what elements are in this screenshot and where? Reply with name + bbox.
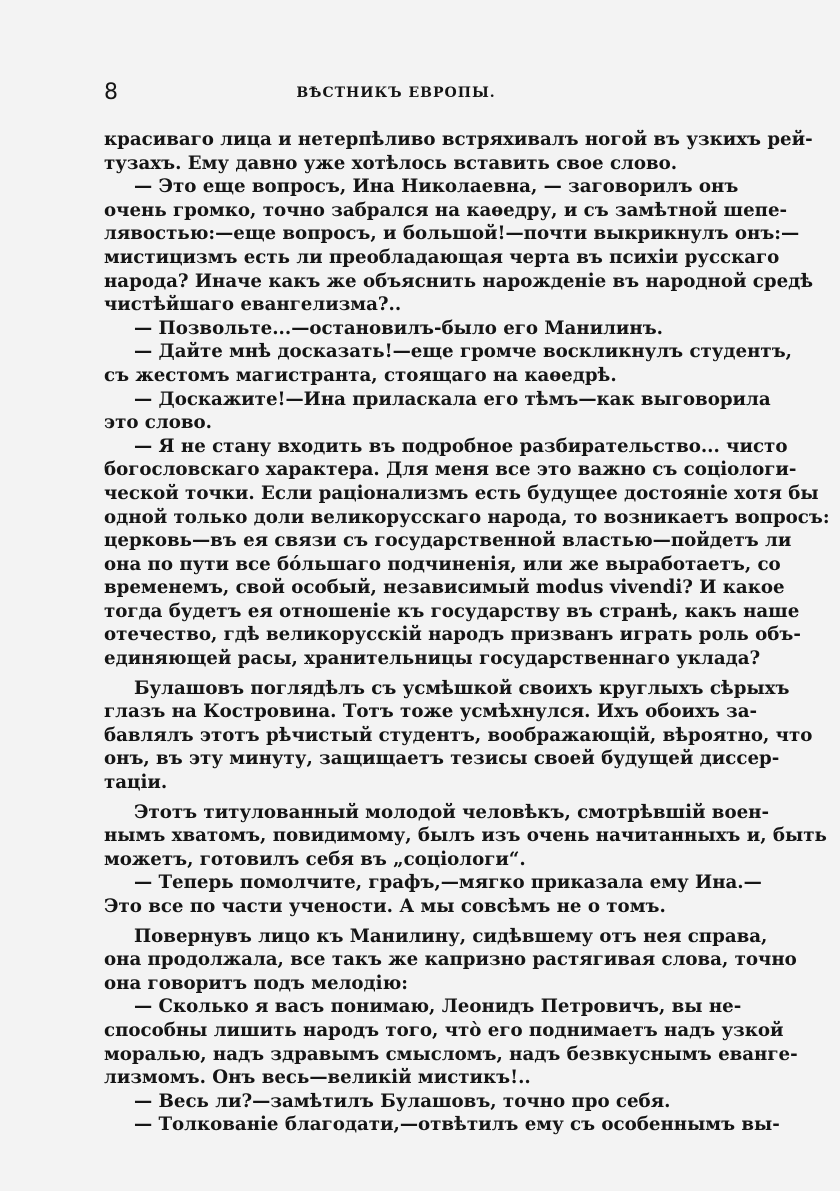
text-line: — Теперь помолчите, графъ,—мягко приказала ему Ина.— (134, 872, 762, 894)
text-line: она говоритъ подъ мелодію: (104, 972, 408, 994)
paragraph (104, 175, 814, 317)
text-line: — Доскажите!—Ина приласкала его тѣмъ—как выговорила (134, 388, 771, 410)
text-line: отечество, гдѣ великорусскій народъ призванъ играть роль объ- (104, 624, 801, 646)
paragraph (104, 871, 762, 918)
text-line: красиваго лица и нетерпѣливо встряхивалъ ногой въ узкихъ рей- (104, 129, 813, 150)
text-line: Этотъ титулованный молодой человѣкъ, смотрѣвшій воен- (134, 801, 770, 823)
text-line: мистицизмъ есть ли преобладающая черта въ психіи русскаго (104, 246, 780, 268)
text-line: тузахъ. Ему давно уже хотѣлось вставить свое слово. (104, 152, 678, 174)
text-line: — Позвольте...—остановилъ-было его Манилинъ. (134, 317, 664, 339)
paragraph (104, 317, 688, 341)
text-line: съ жестомъ магистранта, стоящаго на каѳедрѣ. (104, 364, 617, 386)
paragraph (104, 801, 827, 872)
paragraph (104, 925, 797, 996)
text-line: бавлялъ этотъ рѣчистый студентъ, воображающій, вѣроятно, что (104, 724, 813, 746)
text-line: можетъ, готовилъ себя въ „соціологи“. (104, 848, 526, 870)
text-line: лявостью:—еще вопросъ, и большой!—почти выкрикнулъ онъ:— (104, 223, 800, 245)
text-line: она по пути все бóльшаго подчиненія, или же выработаетъ, со (104, 553, 781, 575)
paragraph (104, 995, 798, 1089)
text-line: способны лишить народъ того, чтò его поднимаетъ надъ узкой (104, 1019, 784, 1041)
text-line: богословскаго характера. Для меня все это важно съ соціологи- (104, 459, 797, 481)
text-line: — Дайте мнѣ досказать!—еще громче воскликнулъ студентъ, (134, 341, 792, 363)
paragraph (104, 340, 792, 387)
text-line: глазъ на Костровина. Тотъ тоже усмѣхнулся. Ихъ обоихъ за- (104, 701, 758, 723)
paragraph (104, 1090, 688, 1114)
text-line: моралью, надъ здравымъ смысломъ, надъ безвкуснымъ еванге- (104, 1043, 798, 1065)
running-head: ВѢСТНИКЪ ЕВРОПЫ. (296, 85, 496, 101)
text-line: ческой точки. Если раціонализмъ есть будущее достояніе хотя бы (104, 482, 819, 504)
text-line: — Толкованіе благодати,—отвѣтилъ ему съ особеннымъ вы- (134, 1114, 780, 1136)
text-line: народа? Иначе какъ же объяснить нарожденіе въ народной средѣ (104, 270, 814, 292)
text-line: одной только доли великорусскаго народа, то возникаетъ вопросъ: (104, 506, 830, 528)
text-line: нымъ хватомъ, повидимому, былъ изъ очень начитанныхъ и, быть (104, 825, 827, 847)
text-line: единяющей расы, хранительницы государственнаго уклада? (104, 648, 761, 670)
text-line: лизмомъ. Онъ весь—великій мистикъ!.. (104, 1067, 531, 1089)
text-line: онъ, въ эту минуту, защищаетъ тезисы своей будущей диссер- (104, 748, 780, 770)
paragraph (104, 1113, 780, 1137)
paragraph (104, 435, 830, 671)
text-line: временемъ, свой особый, независимый modus vivendi? И какое (104, 577, 785, 599)
text-line: таціи. (104, 772, 168, 794)
paragraph (104, 388, 771, 435)
paragraph (104, 677, 813, 795)
text-line: Булашовъ поглядѣлъ съ усмѣшкой своихъ круглыхъ сѣрыхъ (134, 677, 790, 699)
text-line: — Весь ли?—замѣтилъ Булашовъ, точно про себя. (134, 1090, 671, 1112)
text-line: — Сколько я васъ понимаю, Леонидъ Петровичъ, вы не- (134, 996, 742, 1018)
text-line: Это все по части учености. А мы совсѣмъ не о томъ. (104, 896, 666, 917)
text-line: Повернувъ лицо къ Манилину, сидѣвшему отъ нея справа, (134, 925, 768, 947)
text-line: чистѣйшаго евангелизма?.. (104, 294, 402, 316)
text-line: церковь—въ ея связи съ государственной властью—пойдетъ ли (104, 530, 792, 552)
page-header (104, 80, 688, 108)
body-text (104, 128, 830, 1137)
text-line: очень громко, точно забрался на каѳедру, и съ замѣтной шепе- (104, 199, 788, 221)
paragraph (104, 128, 813, 175)
text-line: это слово. (104, 412, 212, 434)
text-line: тогда будетъ ея отношеніе къ государству въ странѣ, какъ наше (104, 600, 800, 622)
page-number: 8 (104, 80, 118, 105)
text-line: — Это еще вопросъ, Ина Николаевна, — заговорилъ онъ (134, 176, 739, 198)
text-line: — Я не стану входить въ подробное разбирательство... чисто (134, 435, 788, 457)
text-line: она продолжала, все такъ же капризно растягивая слова, точно (104, 949, 797, 971)
